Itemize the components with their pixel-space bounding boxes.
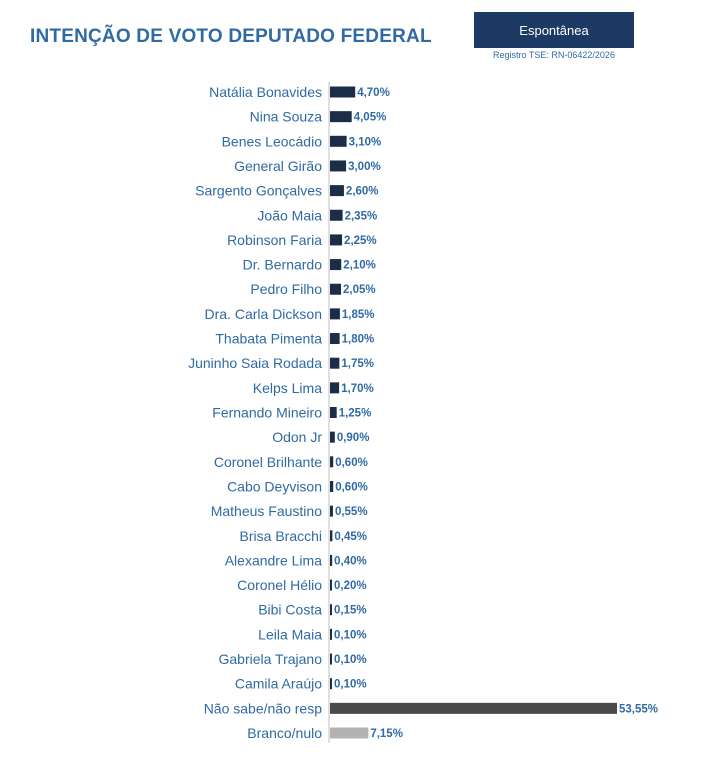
bar — [330, 432, 335, 443]
category-label: Natália Bonavides — [209, 84, 322, 100]
category-label: Robinson Faria — [227, 231, 322, 248]
category-label: Alexandre Lima — [224, 552, 322, 569]
data-label: 2,05% — [342, 284, 376, 297]
bar — [330, 604, 332, 615]
data-label: 2,25% — [344, 234, 377, 247]
espontanea-badge: Espontânea — [474, 12, 634, 48]
data-label: 1,85% — [341, 308, 375, 321]
category-label: Juninho Saia Rodada — [188, 355, 322, 372]
category-label: João Maia — [257, 207, 322, 224]
bar — [330, 259, 341, 270]
category-label: Bibi Costa — [258, 601, 322, 618]
data-label: 1,25% — [338, 407, 372, 420]
category-label: Dr. Bernardo — [242, 256, 322, 273]
bar — [330, 87, 355, 98]
category-label: Leila Maia — [258, 626, 322, 643]
bar — [330, 580, 332, 591]
data-label: 2,10% — [343, 259, 376, 272]
category-label: Brisa Bracchi — [239, 527, 322, 544]
category-label: Fernando Mineiro — [212, 404, 322, 421]
data-label: 0,10% — [334, 654, 367, 667]
bar — [330, 136, 347, 147]
category-label: Sargento Gonçalves — [195, 182, 322, 199]
bar — [330, 185, 344, 196]
category-label: Coronel Hélio — [237, 577, 322, 594]
data-label: 2,60% — [345, 185, 379, 198]
data-label: 4,05% — [353, 111, 387, 124]
data-label: 0,45% — [334, 530, 368, 543]
category-label: General Girão — [234, 157, 322, 174]
bar — [330, 728, 368, 739]
category-label: Camila Araújo — [234, 675, 322, 692]
data-label: 0,15% — [334, 604, 367, 617]
bar — [330, 382, 339, 393]
data-label: 2,35% — [344, 210, 378, 223]
data-label: 0,20% — [334, 580, 367, 593]
data-label: 1,80% — [341, 333, 375, 346]
bar — [330, 456, 333, 467]
category-label: Pedro Filho — [250, 281, 322, 298]
category-label: Dra. Carla Dickson — [204, 305, 322, 322]
data-label: 3,00% — [348, 160, 381, 173]
data-label: 7,15% — [370, 728, 403, 740]
category-label: Matheus Faustino — [210, 503, 322, 520]
bar — [330, 160, 346, 171]
data-label: 0,60% — [335, 456, 368, 469]
bar — [330, 333, 340, 344]
category-label: Thabata Pimenta — [215, 330, 322, 347]
bar — [330, 358, 339, 369]
bar — [330, 629, 332, 640]
chart-title: INTENÇÃO DE VOTO DEPUTADO FEDERAL — [30, 26, 432, 47]
bar — [330, 555, 332, 566]
bar — [330, 678, 332, 689]
bar — [330, 111, 352, 122]
category-label: Coronel Brilhante — [213, 453, 322, 470]
bar — [330, 234, 342, 245]
bar — [330, 530, 332, 541]
registro-tse: Registro TSE: RN-06422/2026 — [493, 50, 615, 60]
category-label: Não sabe/não resp — [203, 700, 322, 717]
bar — [330, 407, 337, 418]
data-label: 1,70% — [341, 382, 374, 395]
data-label: 1,75% — [341, 358, 374, 371]
bar — [330, 506, 333, 517]
data-label: 53,55% — [619, 703, 659, 716]
bar — [330, 284, 341, 295]
category-label: Odon Jr — [272, 429, 322, 446]
data-label: 4,70% — [357, 87, 390, 99]
category-label: Kelps Lima — [252, 379, 322, 396]
data-label: 3,10% — [348, 136, 382, 149]
data-label: 0,55% — [334, 506, 368, 519]
category-label: Cabo Deyvison — [227, 478, 322, 495]
data-label: 0,40% — [334, 555, 367, 568]
bar — [330, 210, 343, 221]
data-label: 0,10% — [334, 678, 367, 691]
bar — [330, 703, 617, 714]
category-label: Nina Souza — [249, 108, 322, 125]
bar — [330, 481, 333, 492]
bar — [330, 308, 340, 319]
data-label: 0,10% — [334, 629, 367, 642]
category-label: Branco/nulo — [247, 725, 322, 741]
data-label: 0,90% — [336, 432, 370, 445]
category-label: Gabriela Trajano — [218, 651, 322, 668]
category-label: Benes Leocádio — [221, 133, 322, 150]
bar — [330, 654, 332, 665]
data-label: 0,60% — [335, 481, 368, 494]
